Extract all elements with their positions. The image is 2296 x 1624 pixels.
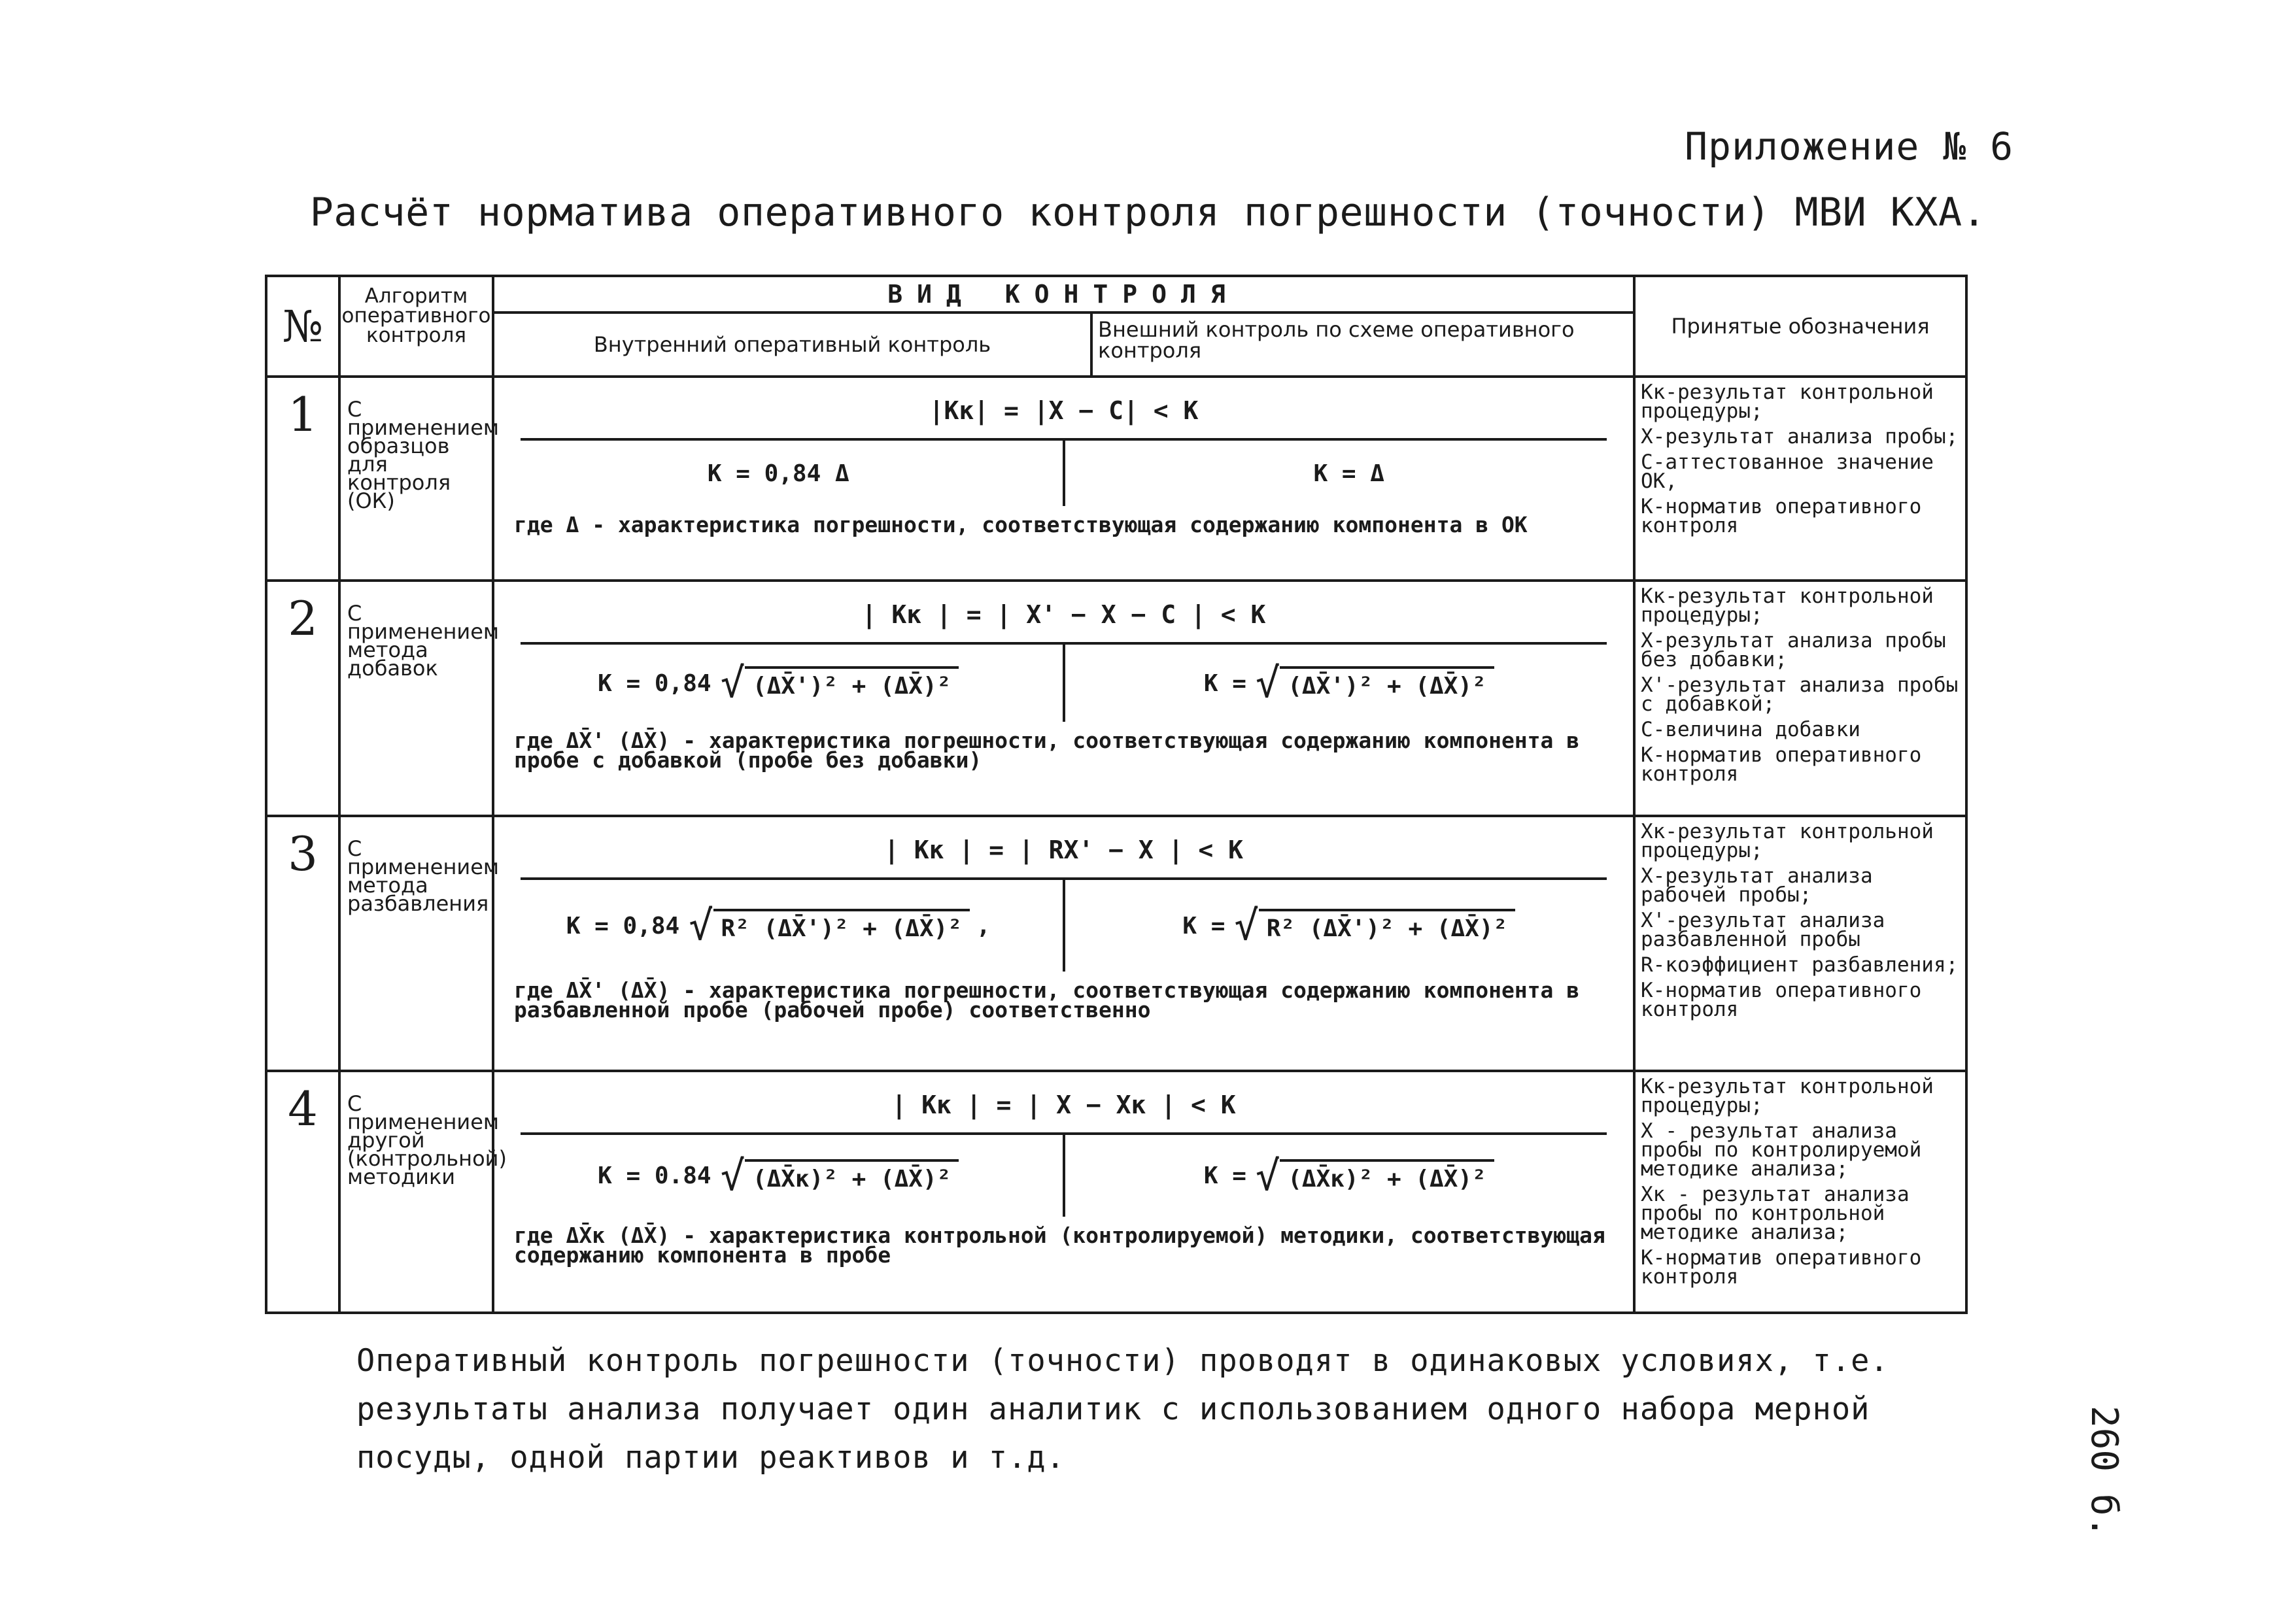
sqrt-sign: √ (ΔX̄')² + (ΔX̄)² <box>1256 666 1494 700</box>
sqrt-sign: √ (ΔX̄к)² + (ΔX̄)² <box>721 1159 959 1193</box>
external-formula <box>1065 1135 1634 1217</box>
table-header-row <box>266 276 1966 313</box>
external-formula: K = Δ <box>1313 460 1384 487</box>
row-algorithm: С применением другой (контрольной) методики <box>339 1071 493 1313</box>
external-formula <box>1065 880 1634 972</box>
legend-item: C-аттестованное значение ОК, <box>1641 450 1934 493</box>
legend-item: R-коэффициент разбавления; <box>1641 953 1959 977</box>
control-equation: | Kк | = | X − Xк | < K <box>521 1072 1607 1135</box>
legend-item: X'-результат анализа разбавленной пробы <box>1641 909 1885 951</box>
radicand: (ΔX̄')² + (ΔX̄)² <box>745 666 959 700</box>
legend-item: C-величина добавки <box>1641 718 1860 741</box>
sqrt-sign: √ (ΔX̄к)² + (ΔX̄)² <box>1256 1159 1494 1193</box>
legend-item: K-норматив оперативного контроля <box>1641 1246 1922 1289</box>
formula-cell <box>493 377 1634 581</box>
table-row <box>266 581 1966 816</box>
legend-item: Kк-результат контрольной процедуры; <box>1641 381 1934 423</box>
legend-item: K-норматив оперативного контроля <box>1641 743 1922 786</box>
row-algorithm: С применением метода разбавления <box>339 816 493 1071</box>
formula-lhs: K = <box>1182 912 1225 939</box>
header-kind: ВИД КОНТРОЛЯ <box>493 276 1634 313</box>
radicand: R² (ΔX̄')² + (ΔX̄)² <box>1259 909 1515 943</box>
row-number: 1 <box>266 377 339 581</box>
notation-cell <box>1634 581 1966 816</box>
radicand: (ΔX̄')² + (ΔX̄)² <box>1280 666 1494 700</box>
sqrt-sign: √ R² (ΔX̄')² + (ΔX̄)² <box>689 909 970 943</box>
formula-note: где ΔX̄' (ΔX̄) - характеристика погрешности, соответствующая содержанию компонента в разбавленной пробе (рабочей пробе) соответственно <box>514 977 1580 1023</box>
row-algorithm: С применением образцов для контроля (ОК) <box>339 377 493 581</box>
legend-item: X'-результат анализа пробы с добавкой; <box>1641 673 1959 716</box>
radicand: R² (ΔX̄')² + (ΔX̄)² <box>713 909 970 943</box>
formula-lhs: K = <box>1203 1162 1246 1189</box>
legend-item: Xк-результат контрольной процедуры; <box>1641 820 1934 862</box>
row-number: 3 <box>266 816 339 1071</box>
table-row <box>266 816 1966 1071</box>
notation-cell <box>1634 816 1966 1071</box>
legend-item: Kк-результат контрольной процедуры; <box>1641 1075 1934 1117</box>
notation-cell <box>1634 377 1966 581</box>
internal-formula <box>494 1135 1065 1217</box>
header-notation: Принятые обозначения <box>1634 276 1966 377</box>
external-formula <box>1065 645 1634 722</box>
formula-tail: , <box>976 912 991 939</box>
table-row <box>266 1071 1966 1313</box>
legend-item: X - результат анализа пробы по контролируемой методике анализа; <box>1641 1119 1922 1181</box>
footer-paragraph: Оперативный контроль погрешности (точности) проводят в одинаковых условиях, т.е. результаты анализа получает один аналитик с использованием одного набора мерной посуды, одной партии реактивов и т.д. <box>356 1343 1889 1476</box>
formula-note: где ΔX̄' (ΔX̄) - характеристика погрешности, соответствующая содержанию компонента в пробе с добавкой (пробе без добавки) <box>514 728 1580 773</box>
formula-lhs: K = 0,84 <box>598 669 711 697</box>
page-number: 260 б. <box>2083 1406 2125 1538</box>
appendix-label: Приложение № 6 <box>1685 124 2013 169</box>
legend-item: X-результат анализа пробы без добавки; <box>1641 629 1946 671</box>
formula-note: где ΔX̄к (ΔX̄) - характеристика контрольной (контролируемой) методики, соответствующая содержанию компонента в пробе <box>514 1223 1605 1268</box>
legend-item: X-результат анализа рабочей пробы; <box>1641 864 1873 907</box>
legend-item: X-результат анализа пробы; <box>1641 425 1959 448</box>
formula-cell <box>493 816 1634 1071</box>
page-title: Расчёт норматива оперативного контроля погрешности (точности) МВИ КХА. <box>309 190 1987 235</box>
row-number: 2 <box>266 581 339 816</box>
control-equation: | Kк | = | RX' − X | < K <box>521 817 1607 880</box>
header-external: Внешний контроль по схеме оперативного контроля <box>1091 313 1634 377</box>
table-row <box>266 377 1966 581</box>
sqrt-sign: √ (ΔX̄')² + (ΔX̄)² <box>721 666 959 700</box>
formula-lhs: K = <box>1203 669 1246 697</box>
control-equation: | Kк | = | X' − X − C | < K <box>521 582 1607 645</box>
control-table <box>265 275 1968 1314</box>
header-num: № <box>266 276 339 377</box>
legend-item: K-норматив оперативного контроля <box>1641 979 1922 1021</box>
control-equation: |Kк| = |X − C| < K <box>521 378 1607 441</box>
row-number: 4 <box>266 1071 339 1313</box>
formula-lhs: K = 0,84 <box>566 912 680 939</box>
legend-item: Xк - результат анализа пробы по контрольной методике анализа; <box>1641 1183 1910 1244</box>
legend-item: Kк-результат контрольной процедуры; <box>1641 584 1934 627</box>
header-algorithm: Алгоритм оперативного контроля <box>339 276 493 377</box>
radicand: (ΔX̄к)² + (ΔX̄)² <box>745 1159 959 1193</box>
header-internal: Внутренний оперативный контроль <box>493 313 1091 377</box>
internal-formula <box>494 880 1065 972</box>
radicand: (ΔX̄к)² + (ΔX̄)² <box>1280 1159 1494 1193</box>
row-algorithm: С применением метода добавок <box>339 581 493 816</box>
notation-cell <box>1634 1071 1966 1313</box>
formula-note: где Δ - характеристика погрешности, соответствующая содержанию компонента в ОК <box>514 512 1528 537</box>
internal-formula <box>494 645 1065 722</box>
legend-item: K-норматив оперативного контроля <box>1641 495 1922 537</box>
internal-formula: K = 0,84 Δ <box>494 441 1065 506</box>
formula-lhs: K = 0.84 <box>598 1162 711 1189</box>
formula-cell <box>493 581 1634 816</box>
sqrt-sign: √ R² (ΔX̄')² + (ΔX̄)² <box>1234 909 1515 943</box>
formula-cell <box>493 1071 1634 1313</box>
